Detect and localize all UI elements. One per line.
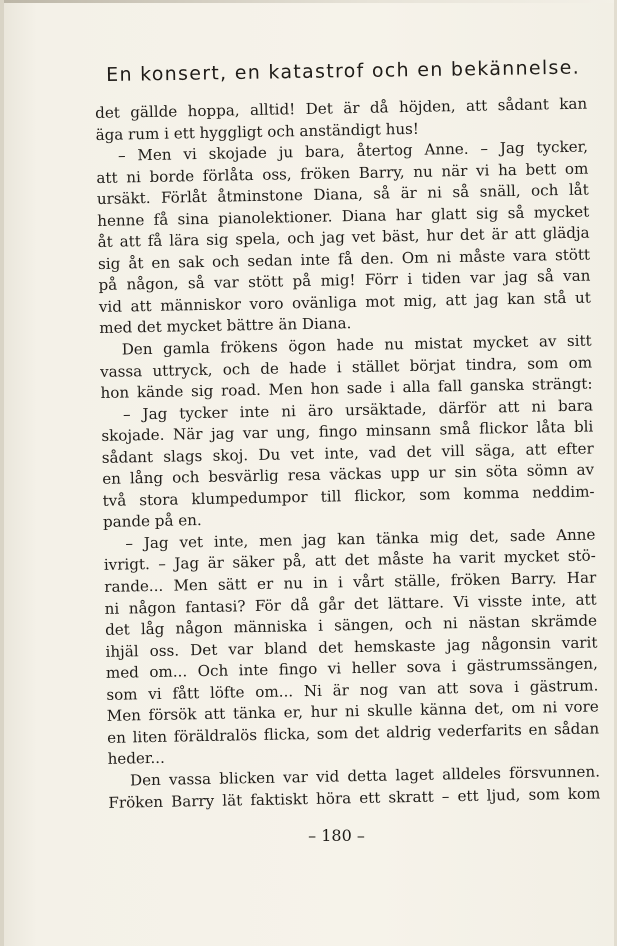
- page-left-edge: [0, 0, 4, 946]
- text-line: det gällde hoppa, alltid! Det är då höjden, att sådant kan: [95, 94, 588, 122]
- text-line: rande... Men sätt er nu in i vårt ställe, fröken Barry. Har: [104, 568, 597, 596]
- text-line: sådant slags skoj. Du vet inte, vad det vill säga, att efter: [101, 439, 594, 467]
- text-line: vassa uttryck, och de hade i stället börjat tindra, som om: [99, 353, 593, 381]
- text-line: vid att människor voro ovänliga mot mig, att jag kan stå ut: [98, 288, 591, 316]
- text-line: ursäkt. Förlåt åtminstone Diana, så är ni så snäll, och låt: [96, 180, 589, 209]
- text-line: på någon, så var stött på mig! Förr i tiden var jag så van: [98, 266, 591, 295]
- text-line: – Jag tycker inte ni äro ursäktade, därför att ni bara: [122, 396, 594, 424]
- text-line: det låg någon människa i sängen, och ni nästan skrämde: [104, 611, 598, 640]
- text-line: att ni borde förlåta oss, fröken Barry, nu när vi ha bett om: [96, 159, 589, 187]
- text-line: – Men vi skojade ju bara, återtog Anne. – Jag tycker,: [117, 137, 589, 165]
- text-line: med det mycket bättre än Diana.: [99, 314, 352, 338]
- text-line: som vi fått löfte om... Ni är nog van att sova i gästrum.: [106, 676, 599, 704]
- text-line: ivrigt. – Jag är säker på, att det måste ha varit mycket stö-: [103, 546, 596, 575]
- text-line: heder...: [107, 749, 165, 769]
- text-line: äga rum i ett hyggligt och anständigt hus!: [95, 119, 420, 144]
- text-line: Men försök att tänka er, hur ni skulle känna det, om ni vore: [106, 697, 599, 726]
- text-line: med om... Och inte fingo vi heller sova i gästrumssängen,: [105, 654, 599, 683]
- page-top-edge: [0, 0, 617, 3]
- text-line: Den vassa blicken var vid detta laget alldeles försvunnen.: [129, 762, 601, 790]
- body-text: [95, 94, 601, 814]
- text-line: henne få sina pianolektioner. Diana har glatt sig så mycket: [97, 202, 590, 230]
- text-line: Fröken Barry lät faktiskt höra ett skratt – ett ljud, som kom: [108, 783, 601, 812]
- text-line: två stora klumpedumpor till flickor, som komma neddim-: [102, 482, 595, 510]
- text-line: åt att få lära sig spela, och jag vet bäst, hur det är att glädja: [97, 223, 590, 252]
- text-line: Den gamla frökens ögon hade nu mistat mycket av sitt: [121, 331, 592, 359]
- text-line: en liten föräldralös flicka, som det aldrig vederfarits en sådan: [107, 719, 600, 747]
- chapter-heading: En konsert, en katastrof och en bekännelse.: [106, 56, 581, 86]
- text-line: en lång och besvärlig resa väckas upp ur sin söta sömn av: [102, 460, 595, 489]
- text-line: skojade. När jag var ung, fingo minsann små flickor låta bli: [101, 417, 594, 446]
- text-line: pande på en.: [102, 511, 202, 532]
- text-line: sig åt en sak och sedan inte få den. Om ni måste vara stött: [97, 245, 591, 273]
- text-line: ni någon fantasi? För då går det lättare. Vi visste inte, att: [104, 590, 597, 618]
- text-line: hon kände sig road. Men hon sade i alla fall ganska strängt:: [100, 374, 593, 403]
- page-number: – 180 –: [308, 826, 365, 845]
- text-line: ihjäl oss. Det var bland det hemskaste jag någonsin varit: [105, 633, 598, 661]
- text-line: – Jag vet inte, men jag kan tänka mig det, sade Anne: [125, 525, 596, 553]
